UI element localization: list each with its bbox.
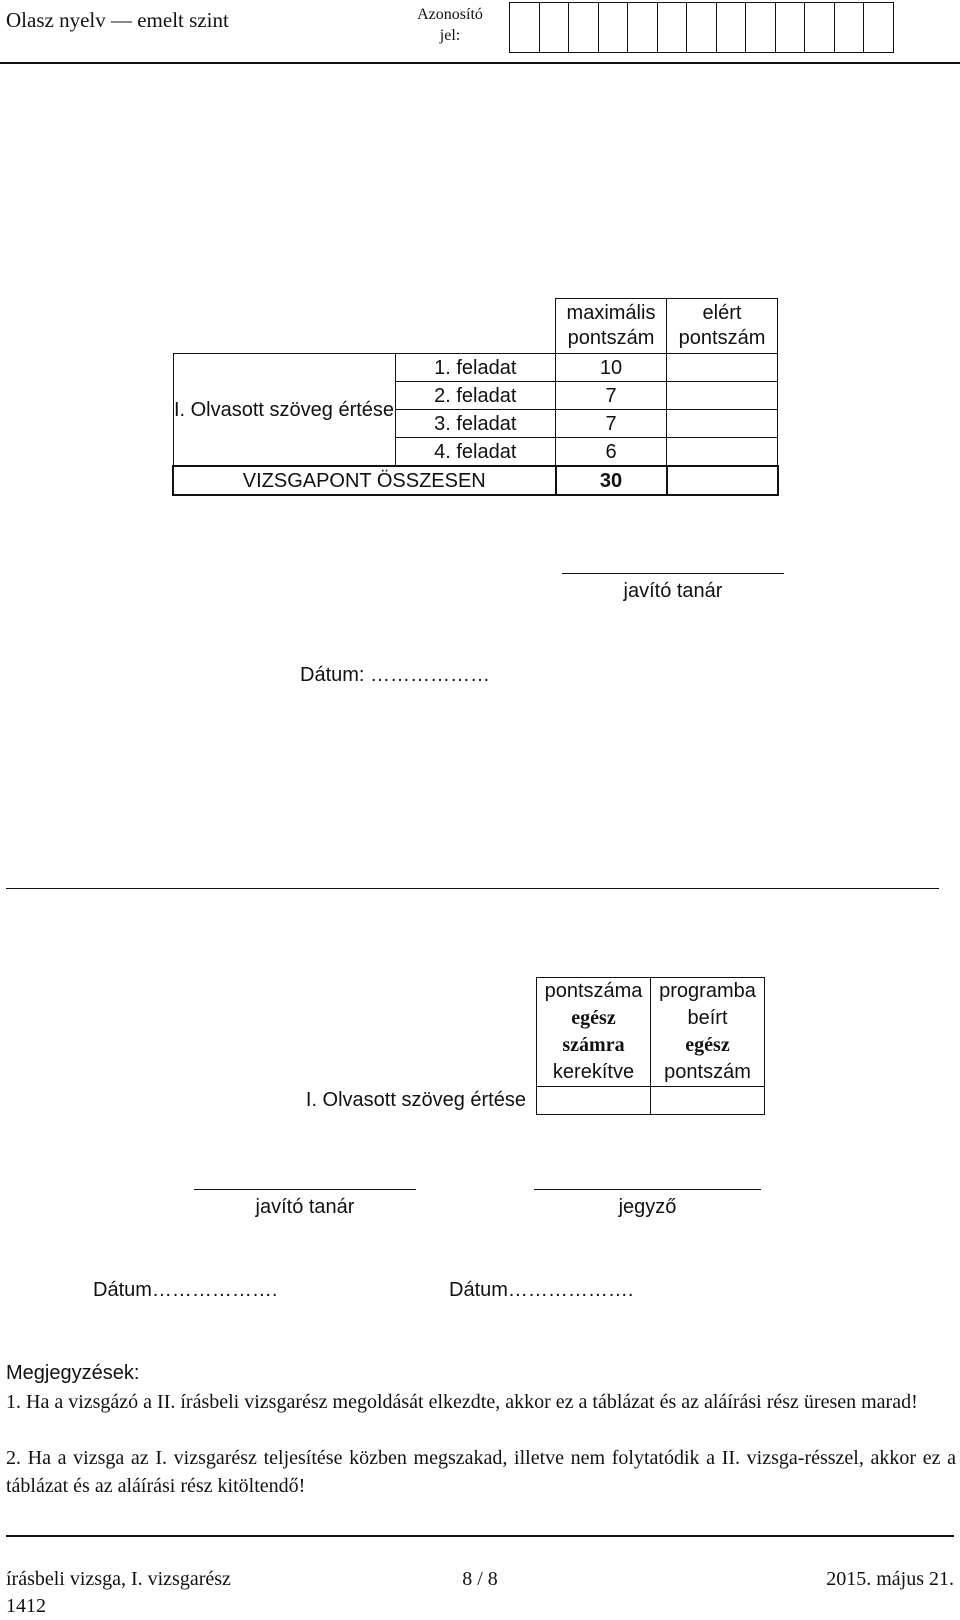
page-number: 8 / 8	[462, 1568, 498, 1590]
task-max-score: 6	[556, 438, 667, 467]
rounded-score-table	[286, 977, 765, 1115]
task-label: 1. feladat	[395, 354, 556, 382]
notes-title: Megjegyzések:	[6, 1362, 140, 1384]
footer-rule	[6, 1535, 954, 1537]
rounded-score-cell[interactable]	[537, 1087, 651, 1115]
total-achieved-cell[interactable]	[667, 466, 778, 495]
note-2: 2. Ha a vizsga az I. vizsgarész teljesítése közben megszakad, illetve nem folytatódik a II. vizsga-résszel, akkor ez a táblázat és az aláírási rész kitöltendő!	[6, 1447, 956, 1497]
id-label: Azonosító jel:	[417, 6, 483, 44]
signature-caption-teacher: javító tanár	[255, 1196, 355, 1218]
signature-line-teacher[interactable]	[194, 1189, 416, 1190]
task-max-score: 7	[556, 382, 667, 410]
score-table	[172, 298, 779, 496]
section-label: I. Olvasott szöveg értése	[305, 1089, 526, 1111]
task-label: 2. feladat	[395, 382, 556, 410]
id-box[interactable]	[834, 2, 865, 53]
footer-left: írásbeli vizsga, I. vizsgarész 1412	[6, 1568, 231, 1617]
date-field-notary[interactable]: Dátum……………….	[449, 1279, 634, 1301]
entered-score-cell[interactable]	[651, 1087, 765, 1115]
signature-line[interactable]	[562, 573, 784, 574]
col-header-entered: programba beírt egész pontszám	[651, 978, 765, 1087]
id-box[interactable]	[863, 2, 894, 53]
task-max-score: 7	[556, 410, 667, 438]
section-divider	[6, 888, 939, 889]
task-label: 3. feladat	[395, 410, 556, 438]
page-header-title: Olasz nyelv — emelt szint	[6, 8, 229, 32]
id-box[interactable]	[598, 2, 629, 53]
total-label: VIZSGAPONT ÖSSZESEN	[173, 466, 556, 495]
id-box[interactable]	[716, 2, 747, 53]
section-label: I. Olvasott szöveg értése	[173, 354, 395, 467]
signature-line-notary[interactable]	[534, 1189, 761, 1190]
signature-caption: javító tanár	[623, 580, 723, 602]
id-box[interactable]	[745, 2, 776, 53]
task-achieved-cell[interactable]	[667, 354, 778, 382]
task-achieved-cell[interactable]	[667, 382, 778, 410]
task-max-score: 10	[556, 354, 667, 382]
header-rule	[0, 62, 960, 64]
task-achieved-cell[interactable]	[667, 410, 778, 438]
date-field-teacher[interactable]: Dátum……………….	[93, 1279, 278, 1301]
note-1: 1. Ha a vizsgázó a II. írásbeli vizsgarész megoldását elkezdte, akkor ez a táblázat és az aláírási rész üresen marad!	[6, 1391, 918, 1413]
signature-caption-notary: jegyző	[618, 1196, 677, 1218]
footer-date: 2015. május 21.	[826, 1568, 954, 1590]
id-box[interactable]	[627, 2, 658, 53]
task-achieved-cell[interactable]	[667, 438, 778, 467]
id-box[interactable]	[686, 2, 717, 53]
id-box[interactable]	[509, 2, 540, 53]
id-boxes	[510, 2, 894, 53]
id-box[interactable]	[539, 2, 570, 53]
task-label: 4. feladat	[395, 438, 556, 467]
id-box[interactable]	[657, 2, 688, 53]
col-header-max: maximális pontszám	[556, 299, 667, 354]
col-header-rounded: pontszáma egész számra kerekítve	[537, 978, 651, 1087]
id-box[interactable]	[568, 2, 599, 53]
date-field[interactable]: Dátum: ………………	[300, 664, 491, 686]
id-box[interactable]	[804, 2, 835, 53]
total-max-score: 30	[556, 466, 667, 495]
col-header-achieved: elért pontszám	[667, 299, 778, 354]
id-box[interactable]	[775, 2, 806, 53]
